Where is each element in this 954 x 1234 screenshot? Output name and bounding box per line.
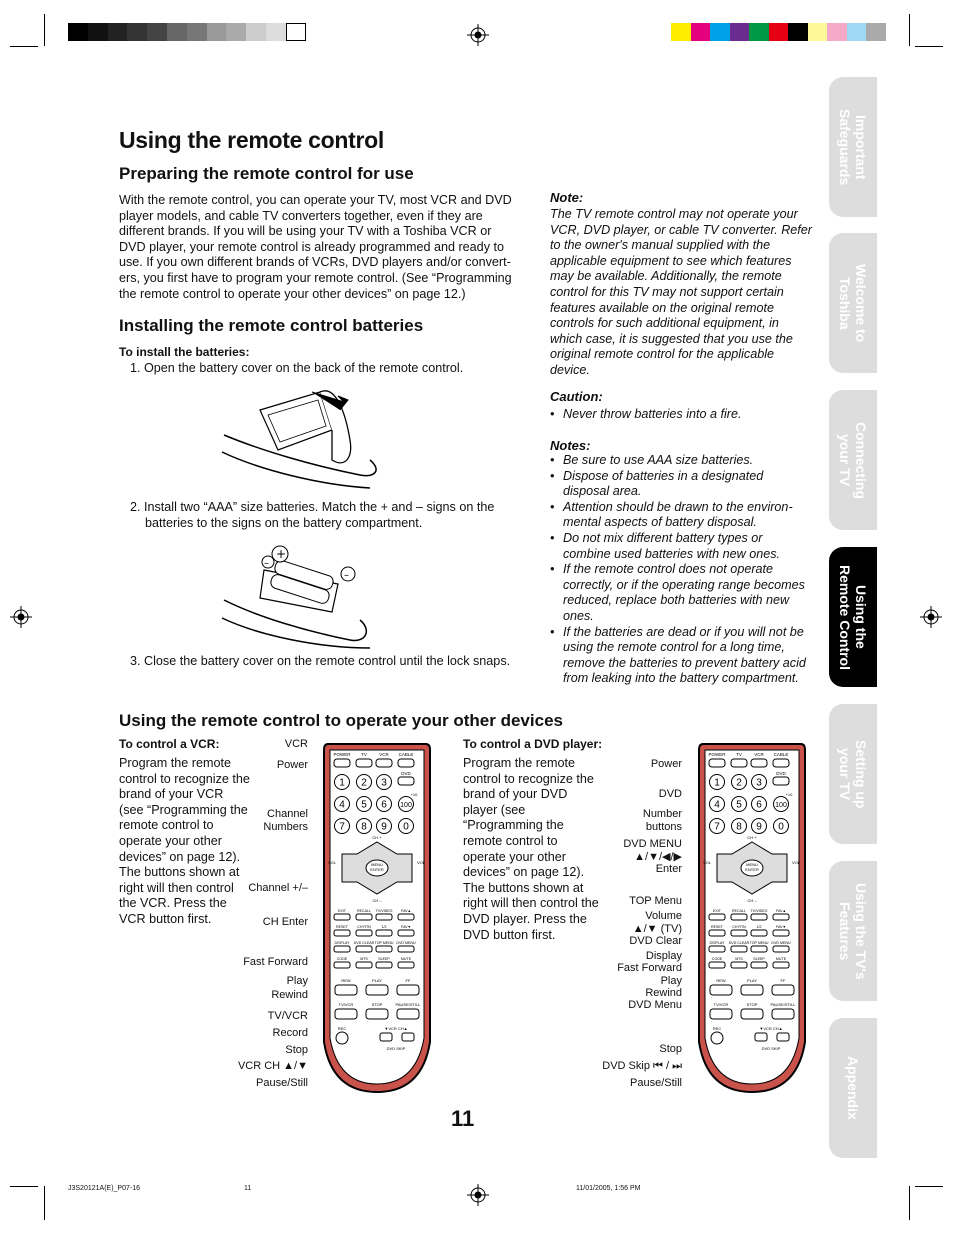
remote-digit-label: 4: [714, 799, 720, 811]
remote-top-label: POWER: [708, 752, 726, 757]
remote-grid-label: MUTE: [775, 957, 787, 961]
remote-grid-button: [356, 930, 372, 936]
remote-grid-label: EXIT: [713, 909, 721, 913]
remote-label: Play: [286, 975, 308, 987]
remote-menu-label: MENU: [371, 862, 383, 867]
remote-grid-label: TV/VIDEO: [375, 909, 393, 913]
remote-grid-label: TOP MENU: [374, 941, 394, 945]
remote-enter-label: ENTER: [370, 867, 384, 872]
remote-grid-label: DISPLAY: [709, 941, 725, 945]
crop-mark: [915, 1186, 943, 1187]
remote-digit-label: 2: [736, 777, 742, 789]
remote-vcrch-up-button: [777, 1033, 789, 1041]
remote-grid-label: CODE: [711, 957, 723, 961]
dvd-heading: To control a DVD player:: [463, 737, 603, 751]
remote-top-button: [356, 759, 372, 767]
svg-text:+: +: [276, 547, 287, 561]
remote-grid-label: RESET: [711, 925, 723, 929]
vcr-heading: To control a VCR:: [119, 737, 220, 751]
remote-grid-label: SLEEP: [378, 957, 390, 961]
remote-grid-button: [356, 914, 372, 920]
remote-grid-button: [334, 930, 350, 936]
remote-label: TOP Menu: [629, 895, 682, 907]
remote-top-label: CABLE: [773, 752, 789, 757]
remote-dvdskip-label: DVD SKIP: [761, 1046, 781, 1051]
install-step-2b: batteries to the signs on the battery compartment.: [145, 516, 423, 530]
remote-grid-button: [376, 946, 392, 952]
install-subheading: To install the batteries:: [119, 345, 250, 359]
remote-label: Record: [272, 1027, 308, 1039]
remote-label: DVD MENU ▲/▼/◀/▶: [623, 838, 682, 863]
remote-top-label: VCR: [379, 752, 389, 757]
note-text: The TV remote control may not operate your VCR, DVD player, or cable TV converter. Refer to the owner's manual supplied with the applicable equipment to see which features may be available. Additionally, the remote control for this TV may not support certain features available on the original remote controls for such additional equipment, in which case, it is suggested that you use the original remote control for the applicable device.: [550, 207, 812, 377]
remote-label: VCR: [284, 738, 308, 750]
remote-grid-label: MTS: [360, 957, 368, 961]
notes-item: • If the batteries are dead or if you will not be using the remote control for a long time, remove the batteries to prevent battery acid from leaking into the battery compartment.: [550, 625, 812, 687]
remote-plus10-label: +10: [785, 792, 793, 797]
crop-mark: [10, 46, 38, 47]
remote-dvd-button: [398, 777, 414, 785]
remote-transport-label: PLAY: [747, 978, 757, 983]
remote-grid-label: RECALL: [732, 909, 746, 913]
remote-chplus-label: CH +: [747, 835, 757, 840]
remote-grid-button: [731, 930, 747, 936]
battery-cover-illustration: [220, 380, 390, 490]
remote-top-label: CABLE: [398, 752, 414, 757]
remote-grid-button: [773, 914, 789, 920]
remote-grid-button: [709, 946, 725, 952]
remote-label: DVD: [658, 788, 682, 800]
remote-transport-button: [366, 985, 388, 995]
dvd-text: Program the remote control to recognize the brand of your DVD player (see “Programming the remote control to operate your other devices” on page 12). The buttons shown at right will then control the DVD player. Press the DVD button first.: [463, 756, 599, 942]
remote-grid-label: RESET: [336, 925, 348, 929]
crop-mark: [909, 14, 910, 46]
remote-rec-button: [711, 1032, 723, 1044]
caution-list: [550, 407, 812, 423]
remote-label: Volume ▲/▼ (TV): [632, 910, 682, 935]
remote-digit-label: 6: [756, 799, 762, 811]
install-step-2a: 2. Install two “AAA” size batteries. Match the + and – signs on the: [130, 500, 495, 514]
remote-enter-label: ENTER: [745, 867, 759, 872]
notes-item: • Be sure to use AAA size batteries.: [550, 453, 812, 469]
battery-install-illustration: [220, 540, 380, 650]
remote-top-button: [334, 759, 350, 767]
footer-date: 11/01/2005, 1:56 PM: [576, 1185, 641, 1192]
remote-transport-button: [772, 1009, 794, 1019]
remote-top-button: [731, 759, 747, 767]
remote-digit-label: 4: [339, 799, 345, 811]
crop-mark: [915, 46, 943, 47]
remote-grid-label: DVD CLEAR: [353, 941, 375, 945]
remote-transport-label: REW: [341, 978, 351, 983]
remote-transport-button: [397, 985, 419, 995]
install-step-1: 1. Open the battery cover on the back of the remote control.: [130, 361, 464, 375]
remote-digit-label: 7: [714, 821, 720, 833]
remote-vcrch-label: ▼VCR CH▲: [759, 1026, 783, 1031]
remote-label: Number buttons: [642, 808, 682, 833]
remote-grid-label: DISPLAY: [334, 941, 350, 945]
remote-grid-label: TOP MENU: [749, 941, 769, 945]
remote-grid-label: FAV▲: [775, 909, 787, 913]
remote-top-button: [376, 759, 392, 767]
remote-grid-button: [751, 962, 767, 968]
tab-using-remote-control[interactable]: Using the Remote Control: [829, 547, 877, 687]
remote-vcrch-down-button: [755, 1033, 767, 1041]
remote-label: TV/VCR: [267, 1010, 308, 1022]
remote-vol-label: VOL: [702, 860, 712, 865]
remote-grid-button: [773, 930, 789, 936]
remote-digit-label: 6: [381, 799, 387, 811]
tab-using-tv-features[interactable]: Using the TV's Features: [829, 861, 877, 1001]
remote-digit-label: 1: [714, 777, 720, 789]
remote-digit-label: 8: [736, 821, 742, 833]
remote-label: Channel +/–: [248, 882, 308, 894]
notes-list: [550, 453, 812, 687]
remote-grid-button: [709, 962, 725, 968]
remote-transport-button: [335, 1009, 357, 1019]
remote-hundred-label: 100: [400, 802, 412, 809]
remote-transport-label: STOP: [371, 1002, 383, 1007]
remote-grid-label: DVD MENU: [396, 941, 416, 945]
remote-top-label: TV: [736, 752, 742, 757]
remote-grid-label: SLEEP: [753, 957, 765, 961]
remote-grid-label: 1/2: [381, 925, 387, 929]
remote-grid-button: [334, 946, 350, 952]
remote-plus10-label: +10: [410, 792, 418, 797]
remote-top-button: [709, 759, 725, 767]
remote-transport-label: FF: [405, 978, 411, 983]
remote-rec-button: [336, 1032, 348, 1044]
remote-label: Stop: [285, 1044, 308, 1056]
install-step-3: 3. Close the battery cover on the remote control until the lock snaps.: [130, 654, 511, 668]
remote-chminus-label: CH –: [747, 898, 757, 903]
notes-item: • Do not mix different battery types or combine used batteries with new ones.: [550, 531, 812, 562]
remote-transport-label: PAUSE/STILL: [395, 1002, 421, 1007]
footer-file: J3S20121A(E)_P07-16: [68, 1185, 140, 1192]
remote-grid-label: EXIT: [338, 909, 346, 913]
caution-item: • Never throw batteries into a fire.: [550, 407, 812, 423]
remote-label: Pause/Still: [256, 1077, 308, 1089]
remote-vol-label: VOL: [791, 860, 801, 865]
crop-mark: [909, 1186, 910, 1220]
remote-digit-label: 3: [756, 777, 762, 789]
remote-label: Stop: [659, 1043, 682, 1055]
remote-grid-button: [731, 946, 747, 952]
remote-vol-label: VOL: [327, 860, 337, 865]
remote-vcrch-up-button: [402, 1033, 414, 1041]
remote-grid-label: CH RTN: [732, 925, 746, 929]
note-label: Note:: [550, 190, 584, 205]
remote-label: Power: [276, 759, 308, 771]
remote-grid-button: [334, 914, 350, 920]
section-heading-preparing: Preparing the remote control for use: [119, 164, 414, 183]
remote-grid-button: [709, 930, 725, 936]
remote-grid-button: [376, 962, 392, 968]
vcr-text: Program the remote control to recognize the brand of your VCR (see “Programming the remote control to operate your other devices” on page 12). The buttons shown at right will then control the VCR. Press the VCR button first.: [119, 756, 250, 926]
remote-grid-label: FAV▲: [400, 909, 412, 913]
remote-dvd: [697, 742, 807, 1099]
remote-label: CH Enter: [262, 916, 308, 928]
remote-digit-label: 7: [339, 821, 345, 833]
remote-grid-label: RECALL: [357, 909, 371, 913]
remote-grid-button: [731, 962, 747, 968]
remote-label: Pause/Still: [630, 1077, 682, 1089]
remote-label: Enter: [655, 863, 682, 875]
notes-item: • If the remote control does not operate correctly, or if the operating range becomes reduced, replace both batteries with new ones.: [550, 562, 812, 624]
remote-transport-label: TV/VCR: [713, 1002, 729, 1007]
tab-connecting-your-tv[interactable]: Connecting your TV: [829, 390, 877, 530]
remote-digit-label: 5: [736, 799, 742, 811]
remote-top-button: [751, 759, 767, 767]
remote-grid-button: [376, 930, 392, 936]
notes-label: Notes:: [550, 438, 591, 453]
remote-label: Rewind: [271, 989, 308, 1001]
remote-grid-label: 1/2: [756, 925, 762, 929]
remote-rec-label: REC: [712, 1026, 722, 1031]
remote-digit-label: 9: [756, 821, 762, 833]
remote-grid-button: [356, 946, 372, 952]
remote-vcrch-down-button: [380, 1033, 392, 1041]
remote-grid-button: [398, 914, 414, 920]
remote-transport-label: FF: [780, 978, 786, 983]
remote-transport-button: [741, 985, 763, 995]
remote-dvd-label: DVD: [401, 771, 411, 776]
section-heading-installing: Installing the remote control batteries: [119, 316, 424, 335]
remote-chminus-label: CH –: [372, 898, 382, 903]
remote-label: Power: [650, 758, 682, 770]
crop-mark: [44, 14, 45, 46]
remote-digit-label: 3: [381, 777, 387, 789]
remote-transport-label: TV/VCR: [338, 1002, 354, 1007]
remote-top-label: VCR: [754, 752, 764, 757]
remote-grid-button: [773, 962, 789, 968]
page-title: Using the remote control: [119, 127, 384, 153]
remote-dvd-button: [773, 777, 789, 785]
remote-grid-button: [376, 914, 392, 920]
caution-label: Caution:: [550, 389, 603, 404]
registration-mark: [920, 606, 942, 628]
remote-transport-label: PLAY: [372, 978, 382, 983]
remote-grid-label: MUTE: [400, 957, 412, 961]
remote-label: DVD Menu: [628, 999, 682, 1011]
remote-dvd-label: DVD: [776, 771, 786, 776]
grayscale-bar: [68, 23, 306, 41]
remote-grid-button: [398, 946, 414, 952]
color-bar: [671, 23, 886, 41]
remote-transport-button: [710, 1009, 732, 1019]
remote-transport-button: [397, 1009, 419, 1019]
notes-item: • Dispose of batteries in a designated disposal area.: [550, 469, 812, 500]
remote-label: VCR CH ▲/▼: [237, 1060, 308, 1072]
page-number: 11: [451, 1106, 475, 1131]
remote-label: Play: [660, 975, 682, 987]
remote-rec-label: REC: [337, 1026, 347, 1031]
remote-grid-label: CH RTN: [357, 925, 371, 929]
remote-illustration: [697, 742, 807, 1094]
remote-grid-label: TV/VIDEO: [750, 909, 768, 913]
remote-label: Fast Forward: [617, 962, 682, 974]
remote-digit-label: 8: [361, 821, 367, 833]
remote-label: Display: [645, 950, 682, 962]
remote-top-label: POWER: [333, 752, 351, 757]
remote-transport-label: PAUSE/STILL: [770, 1002, 796, 1007]
tab-welcome-to-toshiba[interactable]: Welcome to Toshiba: [829, 233, 877, 373]
remote-transport-button: [710, 985, 732, 995]
preparing-paragraph: With the remote control, you can operate your TV, most VCR and DVD player models, and cable TV converters together, even if they are different brands. If you will be using your TV with a Toshiba VCR or DVD player, your remote control is already programmed and ready to use. If you own different brands of VCRs, DVD players and/or convert-ers, you first have to program your remote control. (See “Programming the remote control to operate your other devices” on page 12.): [119, 193, 512, 301]
remote-grid-label: DVD MENU: [771, 941, 791, 945]
remote-transport-button: [741, 1009, 763, 1019]
registration-mark: [467, 24, 489, 46]
remote-transport-button: [366, 1009, 388, 1019]
remote-grid-button: [709, 914, 725, 920]
remote-grid-label: MTS: [735, 957, 743, 961]
remote-grid-button: [334, 962, 350, 968]
remote-vcr: [322, 742, 432, 1099]
registration-mark: [10, 606, 32, 628]
remote-hundred-label: 100: [775, 802, 787, 809]
remote-transport-button: [335, 985, 357, 995]
remote-grid-button: [751, 930, 767, 936]
remote-dvdskip-label: DVD SKIP: [386, 1046, 406, 1051]
remote-grid-button: [731, 914, 747, 920]
remote-digit-label: 2: [361, 777, 367, 789]
footer-page: 11: [244, 1185, 252, 1192]
svg-text:–: –: [344, 570, 349, 581]
remote-label: DVD Clear: [629, 935, 682, 947]
remote-grid-button: [398, 962, 414, 968]
remote-digit-label: 0: [403, 821, 409, 833]
crop-mark: [44, 1186, 45, 1220]
remote-grid-label: FAV▼: [400, 925, 412, 929]
remote-menu-label: MENU: [746, 862, 758, 867]
remote-grid-button: [751, 914, 767, 920]
remote-vcrch-label: ▼VCR CH▲: [384, 1026, 408, 1031]
remote-digit-label: 1: [339, 777, 345, 789]
remote-top-button: [773, 759, 789, 767]
remote-label: Fast Forward: [243, 956, 308, 968]
remote-grid-label: CODE: [336, 957, 348, 961]
svg-text:–: –: [264, 558, 269, 569]
remote-digit-label: 0: [778, 821, 784, 833]
remote-label: Rewind: [645, 987, 682, 999]
remote-digit-label: 9: [381, 821, 387, 833]
remote-label: Channel Numbers: [263, 808, 308, 833]
tab-appendix[interactable]: Appendix: [829, 1018, 877, 1158]
remote-transport-label: STOP: [746, 1002, 758, 1007]
remote-grid-label: FAV▼: [775, 925, 787, 929]
remote-vol-label: VOL: [416, 860, 426, 865]
crop-mark: [10, 1186, 38, 1187]
remote-grid-button: [356, 962, 372, 968]
tab-important-safeguards[interactable]: Important Safeguards: [829, 77, 877, 217]
remote-top-button: [398, 759, 414, 767]
section-heading-other-devices: Using the remote control to operate your other devices: [119, 711, 563, 730]
remote-illustration: [322, 742, 432, 1094]
remote-grid-button: [773, 946, 789, 952]
remote-top-label: TV: [361, 752, 367, 757]
notes-item: • Attention should be drawn to the environ-mental aspects of battery disposal.: [550, 500, 812, 531]
remote-digit-label: 5: [361, 799, 367, 811]
remote-label: DVD Skip ⏮ / ⏭: [602, 1060, 682, 1072]
remote-grid-button: [751, 946, 767, 952]
remote-grid-label: DVD CLEAR: [728, 941, 750, 945]
remote-grid-button: [398, 930, 414, 936]
registration-mark: [467, 1184, 489, 1206]
tab-setting-up-your-tv[interactable]: Setting up your TV: [829, 704, 877, 844]
remote-transport-label: REW: [716, 978, 726, 983]
remote-transport-button: [772, 985, 794, 995]
remote-chplus-label: CH +: [372, 835, 382, 840]
